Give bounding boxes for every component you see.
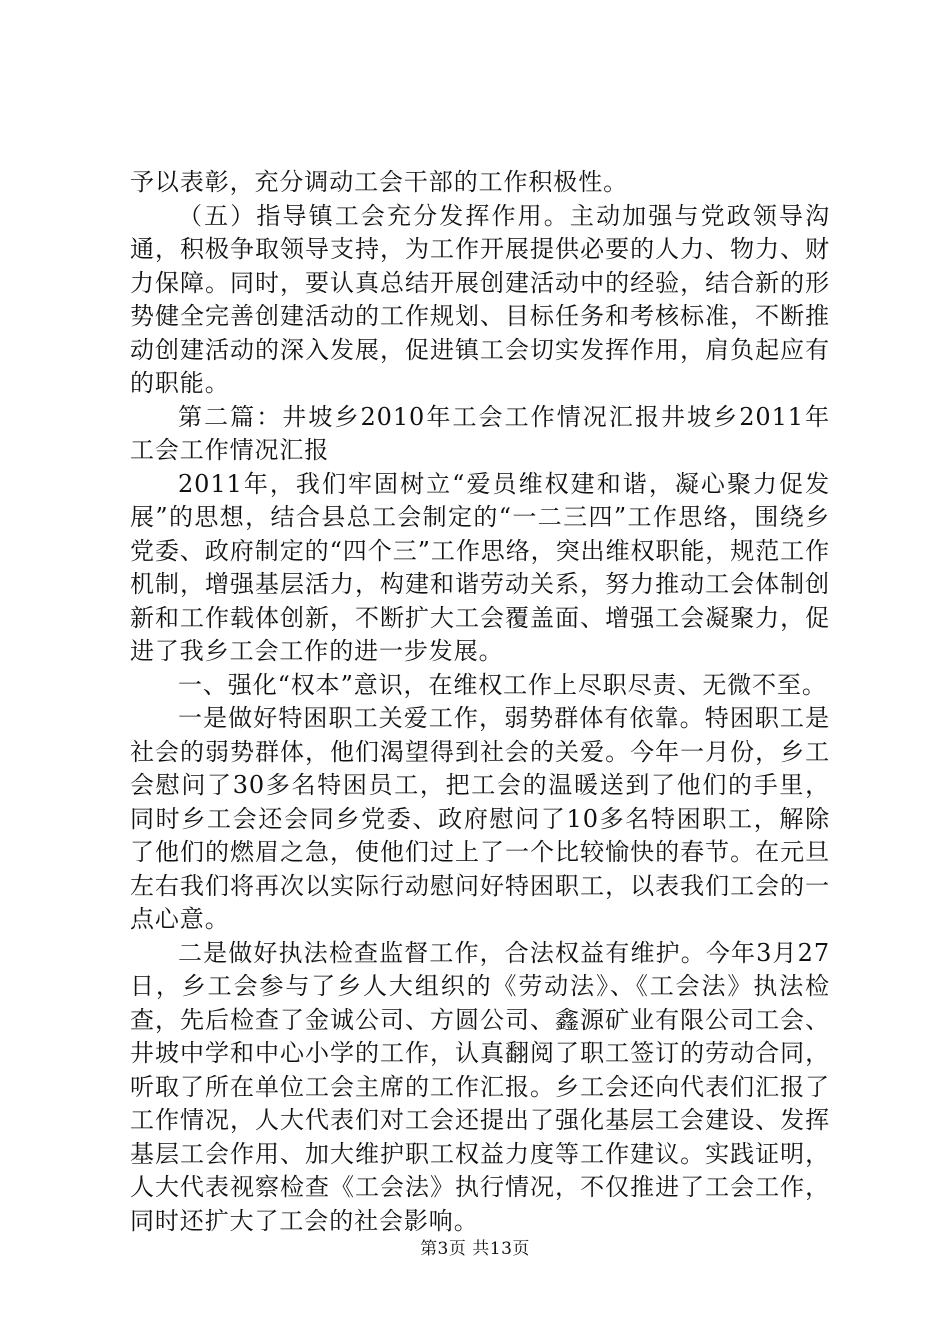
paragraph-second-article-title: 第二篇：井坡乡2010年工会工作情况汇报井坡乡2011年工会工作情况汇报 xyxy=(130,402,830,464)
paragraph-continuation: 予以表彰，充分调动工会干部的工作积极性。 xyxy=(130,168,628,196)
paragraph-law-enforcement: 二是做好执法检查监督工作，合法权益有维护。今年3月27日，乡工会参与了乡人大组织的《劳动法》、《工会法》执法检查，先后检查了金诚公司、方圆公司、鑫源矿业有限公司工会、井坡中学和中心小学的工作，认真翻阅了职工签订的劳动合同，听取了所在单位工会主席的工作汇报。乡工会还向代表们汇报了工作情况，人大代表们对工会还提出了强化基层工会建设、发挥基层工会作用、加大维护职工权益力度等工作建议。实践证明，人大代表视察检查《工会法》执行情况，不仅推进了工会工作，同时还扩大了工会的社会影响。 xyxy=(130,938,830,1235)
document-body xyxy=(130,166,830,1238)
paragraph-heading-one: 一、强化“权本”意识，在维权工作上尽职尽责、无微不至。 xyxy=(178,670,827,699)
paragraph-section-five: （五）指导镇工会充分发挥作用。主动加强与党政领导沟通，积极争取领导支持，为工作开展提供必要的人力、物力、财力保障。同时，要认真总结开展创建活动中的经验，结合新的形势健全完善创建活动的工作规划、目标任务和考核标准，不断推动创建活动的深入发展，促进镇工会切实发挥作用，肩负起应有的职能。 xyxy=(130,201,830,397)
paragraph-intro-2011: 2011年，我们牢固树立“爱员维权建和谐，凝心聚力促发展”的思想，结合县总工会制定的“一二三四”工作思络，围绕乡党委、政府制定的“四个三”工作思络，突出维权职能，规范工作机制，增强基层活力，构建和谐劳动关系，努力推动工会体制创新和工作载体创新，不断扩大工会覆盖面、增强工会凝聚力，促进了我乡工会工作的进一步发展。 xyxy=(130,469,830,665)
page-number-footer: 第3页 共13页 xyxy=(420,1239,530,1259)
paragraph-care-work: 一是做好特困职工关爱工作，弱势群体有依靠。特困职工是社会的弱势群体，他们渴望得到社会的关爱。今年一月份，乡工会慰问了30多名特困员工，把工会的温暖送到了他们的手里，同时乡工会还会同乡党委、政府慰问了10多名特困职工，解除了他们的燃眉之急，使他们过上了一个比较愉快的春节。在元旦左右我们将再次以实际行动慰问好特困职工，以表我们工会的一点心意。 xyxy=(130,704,830,933)
